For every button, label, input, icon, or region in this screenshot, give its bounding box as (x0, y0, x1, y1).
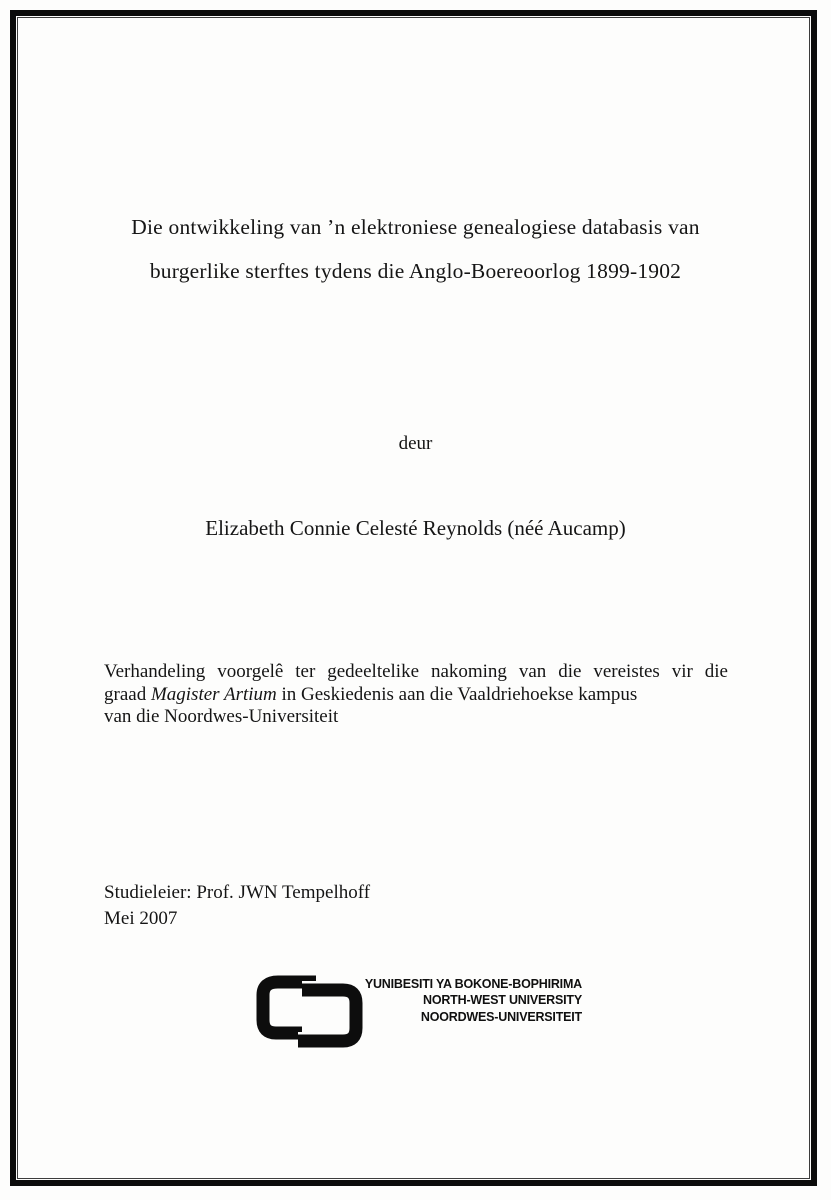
university-name-setswana: YUNIBESITI YA BOKONE-BOPHIRIMA (364, 977, 582, 991)
submission-line2-suffix: in Geskiedenis aan die Vaaldriehoekse kampus (276, 683, 638, 705)
degree-name-italic: Magister Artium (150, 683, 277, 705)
thesis-title-line2: burgerlike sterftes tydens die Anglo-Boereoorlog 1899-1902 (149, 259, 682, 283)
university-logo-wordmark (365, 976, 582, 1025)
supervisor-line: Studieleier: Prof. JWN Tempelhoff (104, 882, 371, 903)
thesis-title (60, 205, 771, 293)
nwu-interlocking-links-icon (256, 975, 364, 1049)
thesis-title-line1: Die ontwikkeling van ’n elektroniese genealogiese databasis van (131, 215, 700, 239)
submission-line2-prefix: graad (104, 683, 151, 705)
submission-line3: van die Noordwes-Universiteit (104, 706, 339, 727)
submission-line1: Verhandeling voorgelê ter gedeeltelike nakoming van die vereistes vir die (104, 661, 728, 682)
university-name-english: NORTH-WEST UNIVERSITY (423, 993, 582, 1008)
university-logo (256, 973, 582, 1053)
university-name-afrikaans: NOORDWES-UNIVERSITEIT (420, 1009, 582, 1024)
submission-line2 (104, 684, 728, 707)
byline-label: deur (398, 433, 433, 454)
author-name: Elizabeth Connie Celesté Reynolds (néé Aucamp) (205, 516, 626, 540)
supervisor-and-date (104, 880, 370, 932)
submission-statement (104, 661, 728, 729)
date-line: Mei 2007 (104, 908, 178, 929)
